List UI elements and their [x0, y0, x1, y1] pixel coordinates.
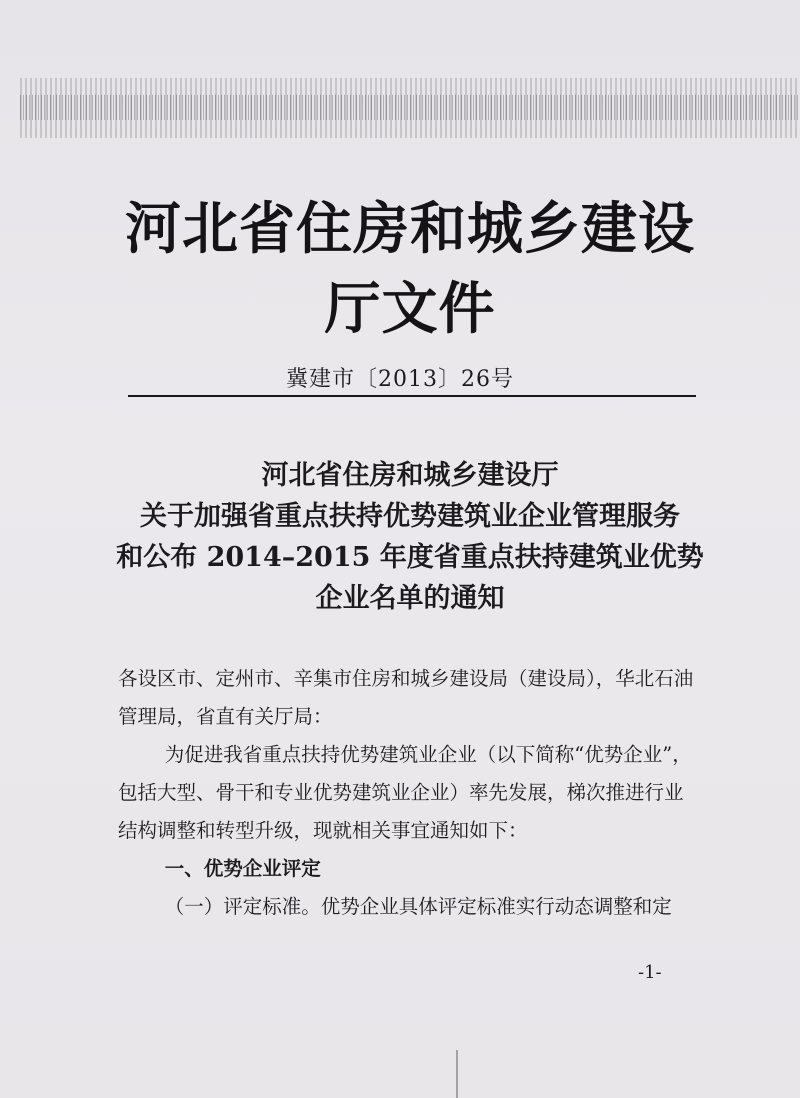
- notice-title-line: 河北省住房和城乡建设厅: [261, 460, 559, 491]
- intro-paragraph: 为促进我省重点扶持优势建筑业企业（以下简称“优势企业”，包括大型、骨干和专业优势建筑业企业）率先发展，梯次推进行业结构调整和转型升级，现就相关事宜通知如下：: [118, 743, 692, 842]
- page-number: -1-: [638, 962, 662, 983]
- document-number: 冀建市〔2013〕26号: [286, 367, 514, 392]
- addressee-paragraph: 各设区市、定州市、辛集市住房和城乡建设局（建设局），华北石油管理局，省直有关厅局：: [118, 667, 694, 728]
- scan-artifact: [456, 1050, 458, 1098]
- section-heading: 一、优势企业评定: [164, 857, 321, 880]
- header-divider: [128, 395, 696, 397]
- scan-artifact: [20, 95, 800, 120]
- notice-title-line: 企业名单的通知: [315, 583, 505, 614]
- notice-title-line: 和公布 2014–2015 年度省重点扶持建筑业优势: [116, 542, 704, 573]
- notice-title: [100, 455, 720, 619]
- notice-body: [118, 660, 698, 926]
- item-paragraph: （一）评定标准。优势企业具体评定标准实行动态调整和定: [164, 895, 672, 918]
- notice-title-line: 关于加强省重点扶持优势建筑业企业管理服务: [140, 501, 680, 532]
- document-header-title: 河北省住房和城乡建设厅文件: [125, 196, 695, 342]
